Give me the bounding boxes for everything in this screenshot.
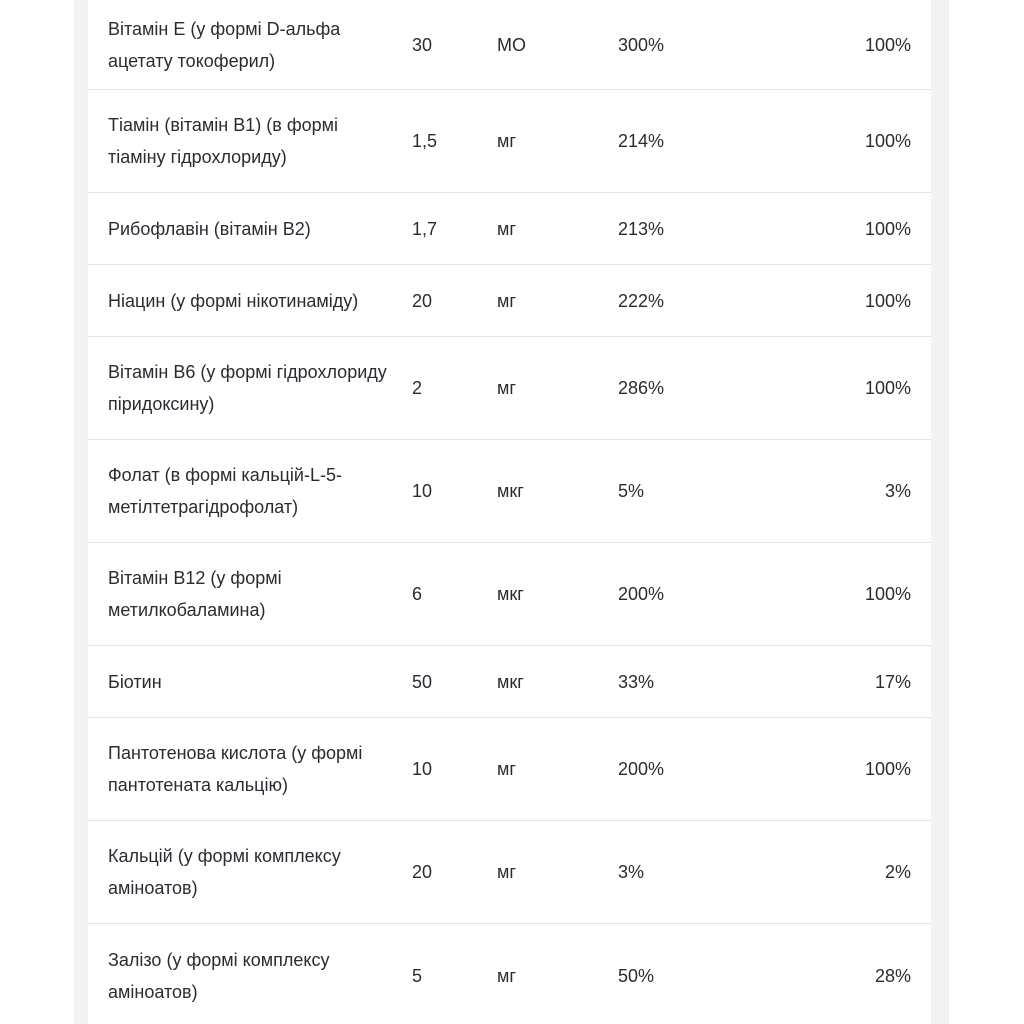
nutrient-unit: мг [497, 965, 516, 986]
nutrient-daily-value: 214% [618, 131, 665, 151]
nutrient-unit: МО [497, 34, 526, 55]
nutrient-unit: мг [497, 131, 516, 151]
nutrient-amount: 10 [412, 759, 433, 779]
nutrient-unit: мг [497, 862, 516, 882]
table-row [88, 337, 931, 440]
nutrient-daily-value: 200% [618, 584, 665, 604]
nutrient-amount: 20 [412, 862, 433, 882]
table-row [88, 543, 931, 646]
nutrient-amount: 6 [412, 584, 423, 604]
table-row [88, 193, 931, 265]
nutrient-daily-value-2: 2% [884, 862, 911, 882]
nutrient-daily-value-2: 100% [864, 218, 911, 239]
nutrition-table [88, 0, 931, 1024]
nutrient-amount: 1,7 [412, 218, 438, 239]
table-row [88, 821, 931, 924]
nutrient-daily-value-2: 100% [864, 131, 911, 151]
nutrient-name: Ніацин (у формі нікотинаміду) [108, 290, 359, 311]
nutrient-unit: мкг [497, 584, 524, 604]
nutrient-unit: мкг [497, 671, 524, 692]
nutrient-daily-value: 3% [618, 862, 645, 882]
nutrient-name: Залізо (у формі комплексу аміноатов) [108, 949, 330, 1002]
nutrient-unit: мг [497, 378, 516, 398]
right-gutter [931, 0, 949, 1024]
nutrient-amount: 30 [412, 34, 433, 55]
table-row [88, 440, 931, 543]
left-gutter [74, 0, 88, 1024]
table-row [88, 0, 931, 90]
nutrient-daily-value: 5% [618, 481, 645, 501]
nutrient-amount: 50 [412, 671, 433, 692]
table-row [88, 924, 931, 1024]
nutrient-unit: мкг [497, 481, 524, 501]
nutrient-name: Тіамін (вітамін В1) (в формі тіаміну гідрохлориду) [108, 115, 339, 167]
nutrient-daily-value-2: 3% [884, 481, 911, 501]
nutrient-name: Рибофлавін (вітамін В2) [108, 218, 311, 239]
nutrient-daily-value: 213% [618, 218, 665, 239]
nutrient-daily-value: 300% [618, 34, 665, 55]
nutrient-amount: 2 [412, 378, 423, 398]
nutrient-daily-value-2: 100% [864, 759, 911, 779]
nutrient-daily-value: 33% [618, 671, 655, 692]
right-margin [949, 0, 1024, 1024]
nutrient-daily-value-2: 100% [864, 290, 911, 311]
nutrient-name: Фолат (в формі кальцій-L-5-метілтетрагідрофолат) [108, 465, 342, 517]
nutrient-name: Кальцій (у формі комплексу аміноатов) [108, 846, 341, 898]
nutrient-unit: мг [497, 218, 516, 239]
nutrient-daily-value: 286% [618, 378, 665, 398]
nutrient-daily-value: 200% [618, 759, 665, 779]
nutrient-name: Вітамін В6 (у формі гідрохлориду піридоксину) [108, 362, 387, 414]
nutrient-daily-value-2: 100% [864, 34, 911, 55]
nutrient-amount: 20 [412, 290, 433, 311]
nutrient-amount: 10 [412, 481, 433, 501]
nutrient-daily-value-2: 100% [864, 584, 911, 604]
nutrient-daily-value: 222% [618, 290, 665, 311]
table-row [88, 265, 931, 337]
table-row [88, 90, 931, 193]
nutrient-daily-value-2: 100% [864, 378, 911, 398]
nutrient-daily-value: 50% [618, 965, 655, 986]
nutrient-unit: мг [497, 759, 516, 779]
nutrient-name: Пантотенова кислота (у формі пантотената кальцію) [108, 743, 363, 795]
left-margin [0, 0, 74, 1024]
nutrient-unit: мг [497, 290, 516, 311]
nutrient-name: Біотин [108, 671, 162, 692]
nutrient-daily-value-2: 17% [874, 671, 911, 692]
nutrient-name: Вітамін В12 (у формі метилкобаламина) [108, 568, 282, 620]
nutrient-amount: 1,5 [412, 131, 438, 151]
nutrient-amount: 5 [412, 965, 423, 986]
table-row [88, 718, 931, 821]
table-row [88, 646, 931, 718]
nutrient-name: Вітамін Е (у формі D-альфа ацетату токоферил) [108, 18, 341, 71]
nutrient-daily-value-2: 28% [874, 965, 911, 986]
